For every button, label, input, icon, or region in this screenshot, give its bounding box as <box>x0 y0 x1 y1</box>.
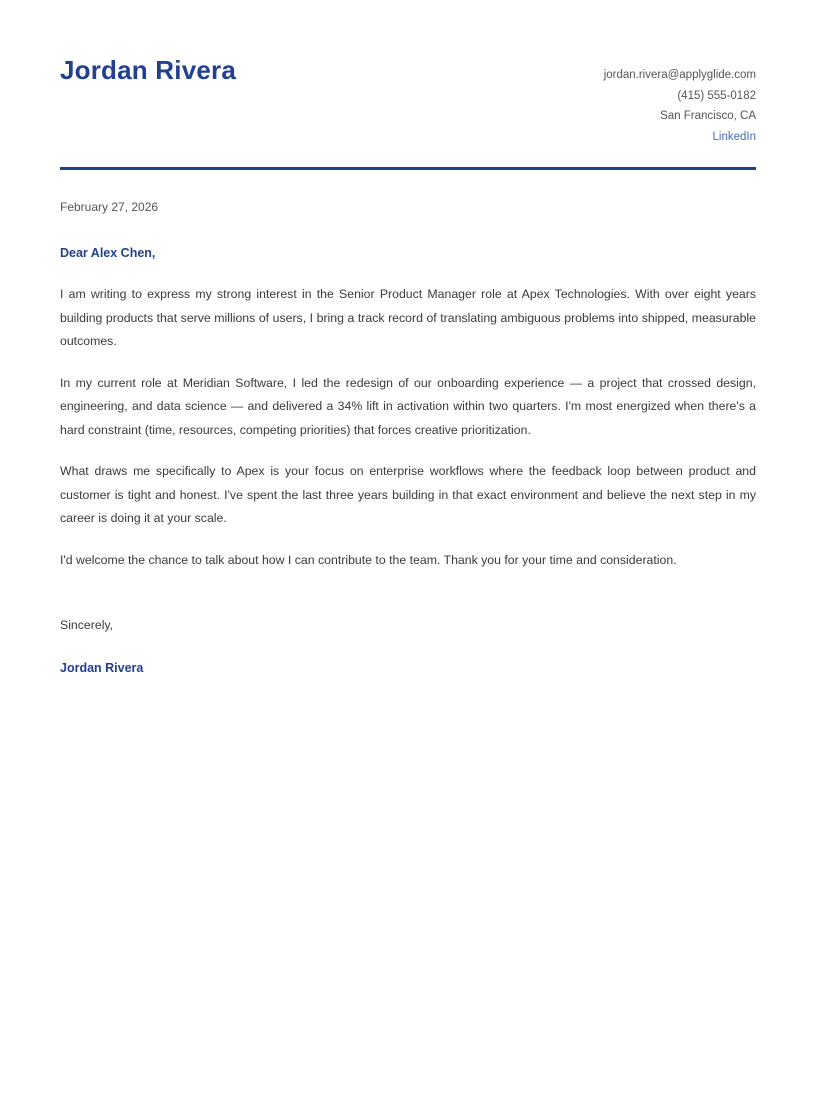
letter-salutation: Dear Alex Chen, <box>60 246 156 260</box>
contact-location: San Francisco, CA <box>660 110 756 122</box>
header-divider <box>60 167 756 170</box>
letter-body <box>60 199 756 677</box>
contact-email[interactable]: jordan.rivera@applyglide.com <box>603 69 756 81</box>
letter-closing: Sincerely, <box>60 618 114 632</box>
contact-block <box>604 56 756 147</box>
letterhead <box>60 48 756 147</box>
letter-paragraph: What draws me specifically to Apex is your focus on enterprise workflows where the feedback loop between product and customer is tight and honest. I've spent the last three years building in that exact environment and believe the next step in my career is doing it at your scale. <box>60 464 756 525</box>
letter-paragraph: In my current role at Meridian Software, I led the redesign of our onboarding experience — a project that crossed design, engineering, and data science — and delivered a 34% lift in activation within two quarters. I'm most energized when there's a hard constraint (time, resources, competing priorities) that forces creative prioritization. <box>60 375 756 437</box>
page-title: Jordan Rivera <box>60 55 237 85</box>
letter-signature: Jordan Rivera <box>60 660 144 675</box>
letter-paragraph: I am writing to express my strong interest in the Senior Product Manager role at Apex Technologies. With over eight years building products that serve millions of users, I bring a track record of translating ambiguous problems into shipped, measurable outcomes. <box>60 287 756 348</box>
letter-paragraph: I'd welcome the chance to talk about how I can contribute to the team. Thank you for your time and consideration. <box>60 552 677 567</box>
contact-phone[interactable]: (415) 555-0182 <box>677 89 756 102</box>
letter-date: February 27, 2026 <box>60 200 159 214</box>
linkedin-link[interactable]: LinkedIn <box>712 130 756 143</box>
